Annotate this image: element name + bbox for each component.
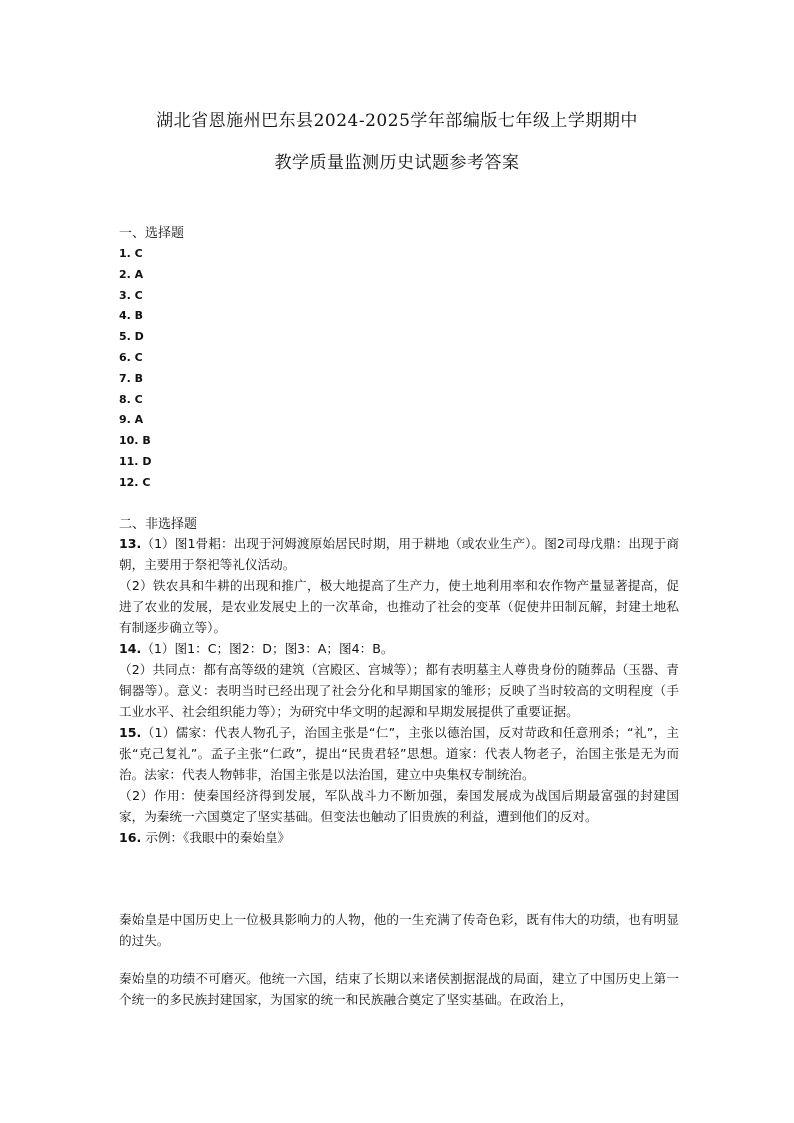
- question-13-part2: （2）铁农具和牛耕的出现和推广，极大地提高了生产力，使土地利用率和农作物产量显著提高，促进了农业的发展，是农业发展史上的一次革命，也推动了社会的变革（促使井田制瓦解，封建土地私有制逐步确立等）。: [119, 578, 679, 635]
- answer-item: 2. A: [119, 267, 144, 281]
- question-13-part1: 13.（1）图1骨耜：出现于河姆渡原始居民时期，用于耕地（或农业生产）。图2司母戊鼎：出现于商朝，主要用于祭祀等礼仪活动。: [119, 536, 679, 572]
- answer-item: 1. C: [119, 247, 143, 260]
- answer-item: 8. C: [119, 392, 143, 406]
- answer-item: 9. A: [119, 413, 144, 427]
- answer-item: 7. B: [119, 371, 144, 385]
- answer-item: 3. C: [119, 288, 143, 302]
- document-title-line1: 湖北省恩施州巴东县2024-2025学年部编版七年级上学期期中: [156, 111, 638, 131]
- question-number: 13.: [119, 536, 142, 551]
- question-number: 16.: [119, 830, 142, 845]
- question-number: 15.: [119, 725, 142, 740]
- question-14-part2: （2）共同点：都有高等级的建筑（宫殿区、宫城等）；都有表明墓主人尊贵身份的随葬品（玉器、青铜器等）。意义：表明当时已经出现了社会分化和早期国家的雏形；反映了当时较高的文明程度（手工业水平、社会组织能力等）；为研究中华文明的起源和早期发展提供了重要证据。: [119, 662, 679, 719]
- answer-item: 12. C: [119, 475, 151, 489]
- question-number: 14.: [119, 641, 142, 656]
- section-heading-non-choice: 二、非选择题: [119, 517, 198, 532]
- question-14-part1: 14.（1）图1：C；图2：D；图3：A；图4：B。: [119, 641, 394, 656]
- question-15-part2: （2）作用：使秦国经济得到发展，军队战斗力不断加强，秦国发展成为战国后期最富强的封建国家，为秦统一六国奠定了坚实基础。但变法也触动了旧贵族的利益，遭到他们的反对。: [119, 788, 679, 824]
- document-title-line2: 教学质量监测历史试题参考答案: [274, 153, 520, 173]
- answer-item: 11. D: [119, 454, 152, 468]
- answer-item: 5. D: [119, 330, 144, 344]
- question-15-part1: 15.（1）儒家：代表人物孔子，治国主张是“仁”，主张以德治国，反对苛政和任意刑杀；“礼”，主张“克己复礼”。孟子主张“仁政”，提出“民贵君轻”思想。道家：代表人物老子，治国主张是无为而治。法家：代表人物韩非，治国主张是以法治国，建立中央集权专制统治。: [119, 725, 679, 782]
- answer-item: 10. B: [119, 434, 151, 448]
- answer-body: [119, 533, 679, 848]
- essay-paragraph-2: 秦始皇的功绩不可磨灭。他统一六国，结束了长期以来诸侯割据混战的局面，建立了中国历史上第一个统一的多民族封建国家，为国家的统一和民族融合奠定了坚实基础。在政治上，: [119, 971, 679, 1007]
- section-heading-multiple-choice: 一、选择题: [119, 226, 185, 241]
- answer-item: 4. B: [119, 309, 144, 323]
- answer-list: [119, 244, 151, 494]
- essay-paragraph-1: 秦始皇是中国历史上一位极具影响力的人物，他的一生充满了传奇色彩，既有伟大的功绩，也有明显的过失。: [119, 912, 679, 948]
- answer-item: 6. C: [119, 350, 143, 364]
- question-16: 16. 示例：《我眼中的秦始皇》: [119, 830, 291, 845]
